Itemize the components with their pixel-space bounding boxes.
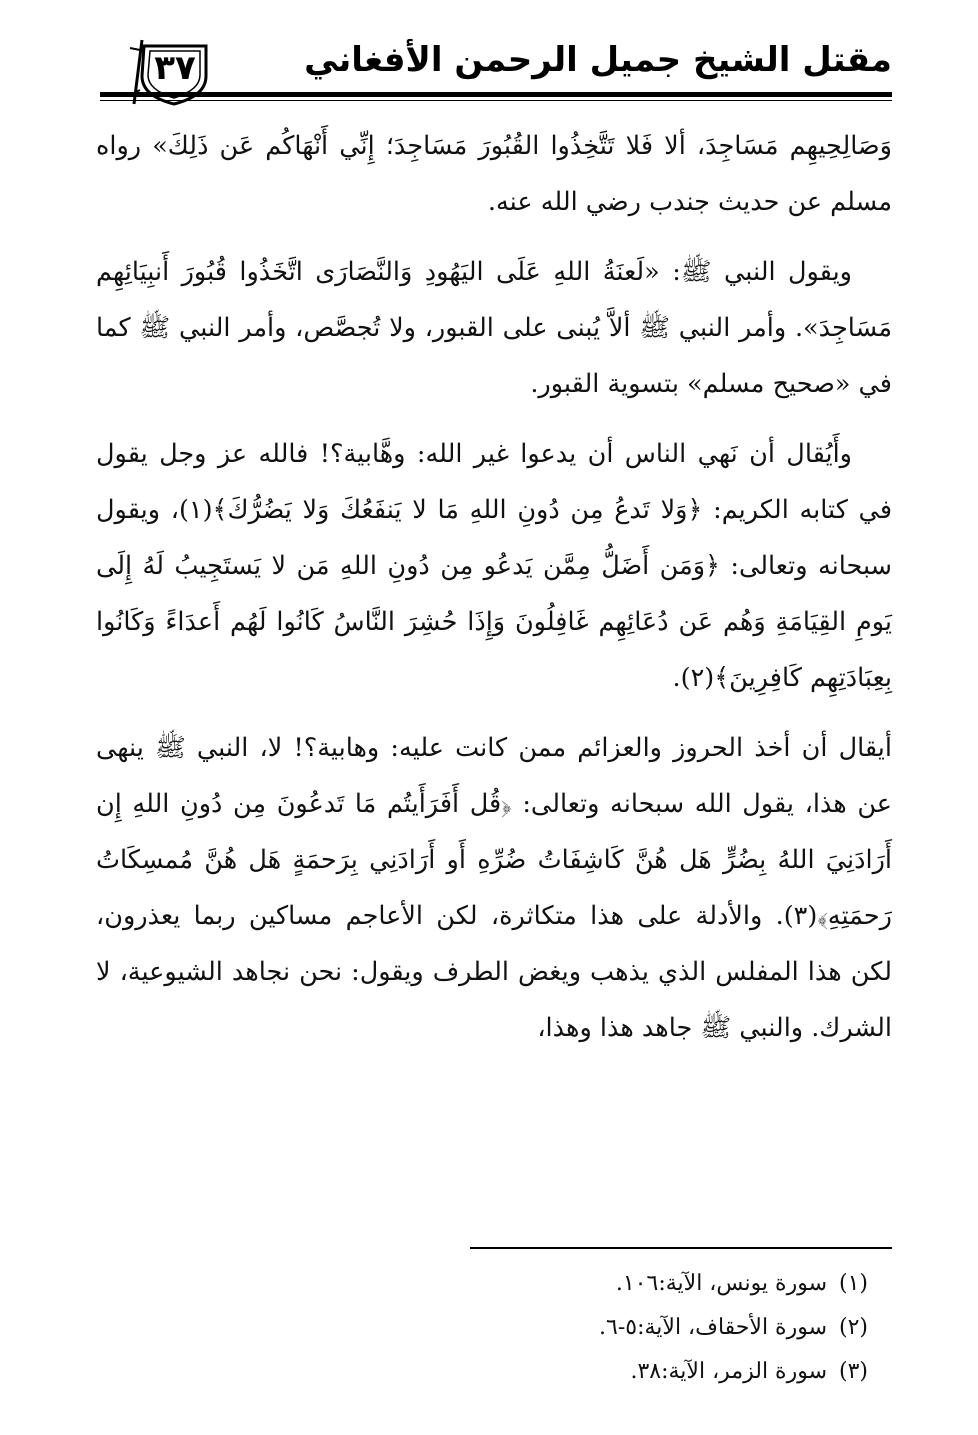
paragraph-3: وأَيُقال أن نَهي الناس أن يدعوا غير الله: وهَّابية؟! فالله عز وجل يقول في كتابه الكريم: ﴿وَلا تَدعُ مِن دُونِ اللهِ مَا لا يَنفَعُكَ وَلا يَضُرُّكَ﴾(١)، ويقول سبحانه وتعالى: ﴿وَمَن أَضَلُّ مِمَّن يَدعُو مِن دُونِ اللهِ مَن لا يَستَجِيبُ لَهُ إِلَى يَومِ القِيَامَةِ وَهُم عَن دُعَائِهِم غَافِلُونَ وَإِذَا حُشِرَ النَّاسُ كَانُوا لَهُم أَعدَاءً وَكَانُوا بِعِبَادَتِهِم كَافِرِينَ﴾(٢). xyxy=(96,439,893,693)
footnote-item xyxy=(599,1306,868,1350)
footnote-number: (٢) xyxy=(838,1315,868,1340)
paragraph-1: وَصَالِحِيهِم مَسَاجِدَ، ألا فَلا تَتَّخِذُوا القُبُورَ مَسَاجِدَ؛ إِنِّي أَنْهَاكُم عَن ذَلِكَ» رواه مسلم عن حديث جندب رضي الله عنه. xyxy=(96,131,892,217)
paragraph-4: أيقال أن أخذ الحروز والعزائم ممن كانت عليه: وهابية؟! لا، النبي ﷺ ينهى عن هذا، يقول الله سبحانه وتعالى: ﴿قُل أَفَرَأَيتُم مَا تَدعُونَ مِن دُونِ اللهِ إِن أَرَادَنِيَ اللهُ بِضُرٍّ هَل هُنَّ كَاشِفَاتُ ضُرِّهِ أَو أَرَادَنِي بِرَحمَةٍ هَل هُنَّ مُمسِكَاتُ رَحمَتِهِ﴾(٣). والأدلة على هذا متكاثرة، لكن الأعاجم مساكين ربما يعذرون، لكن هذا المفلس الذي يذهب ويغض الطرف ويقول: نحن نجاهد الشيوعية، لا الشرك. والنبي ﷺ جاهد هذا وهذا، xyxy=(96,733,892,1043)
running-header-title: مقتل الشيخ جميل الرحمن الأفغاني xyxy=(304,40,892,80)
paragraph-2: ويقول النبي ﷺ: «لَعنَةُ اللهِ عَلَى اليَهُودِ وَالنَّصَارَى اتَّخَذُوا قُبُورَ أَنبِيَائِهِم مَسَاجِدَ». وأمر النبي ﷺ ألاَّ يُبنى على القبور، ولا تُجصَّص، وأمر النبي ﷺ كما في «صحيح مسلم» بتسوية القبور. xyxy=(96,257,892,399)
page-number: ٣٧ xyxy=(154,48,196,88)
footnote-text: سورة الأحقاف، الآية:٥-٦. xyxy=(598,1315,827,1340)
footnotes xyxy=(599,1262,868,1394)
body-text xyxy=(96,118,892,1070)
footnote-item xyxy=(599,1262,868,1306)
footnote-number: (٣) xyxy=(838,1359,868,1384)
footnote-item xyxy=(599,1350,868,1394)
footnote-text: سورة يونس، الآية:١٠٦. xyxy=(615,1271,827,1296)
header-rule xyxy=(100,92,892,97)
header-rule-thin xyxy=(100,100,892,101)
footnote-number: (١) xyxy=(838,1271,868,1296)
footnote-text: سورة الزمر، الآية:٣٨. xyxy=(630,1359,827,1384)
footnote-separator xyxy=(470,1247,892,1249)
